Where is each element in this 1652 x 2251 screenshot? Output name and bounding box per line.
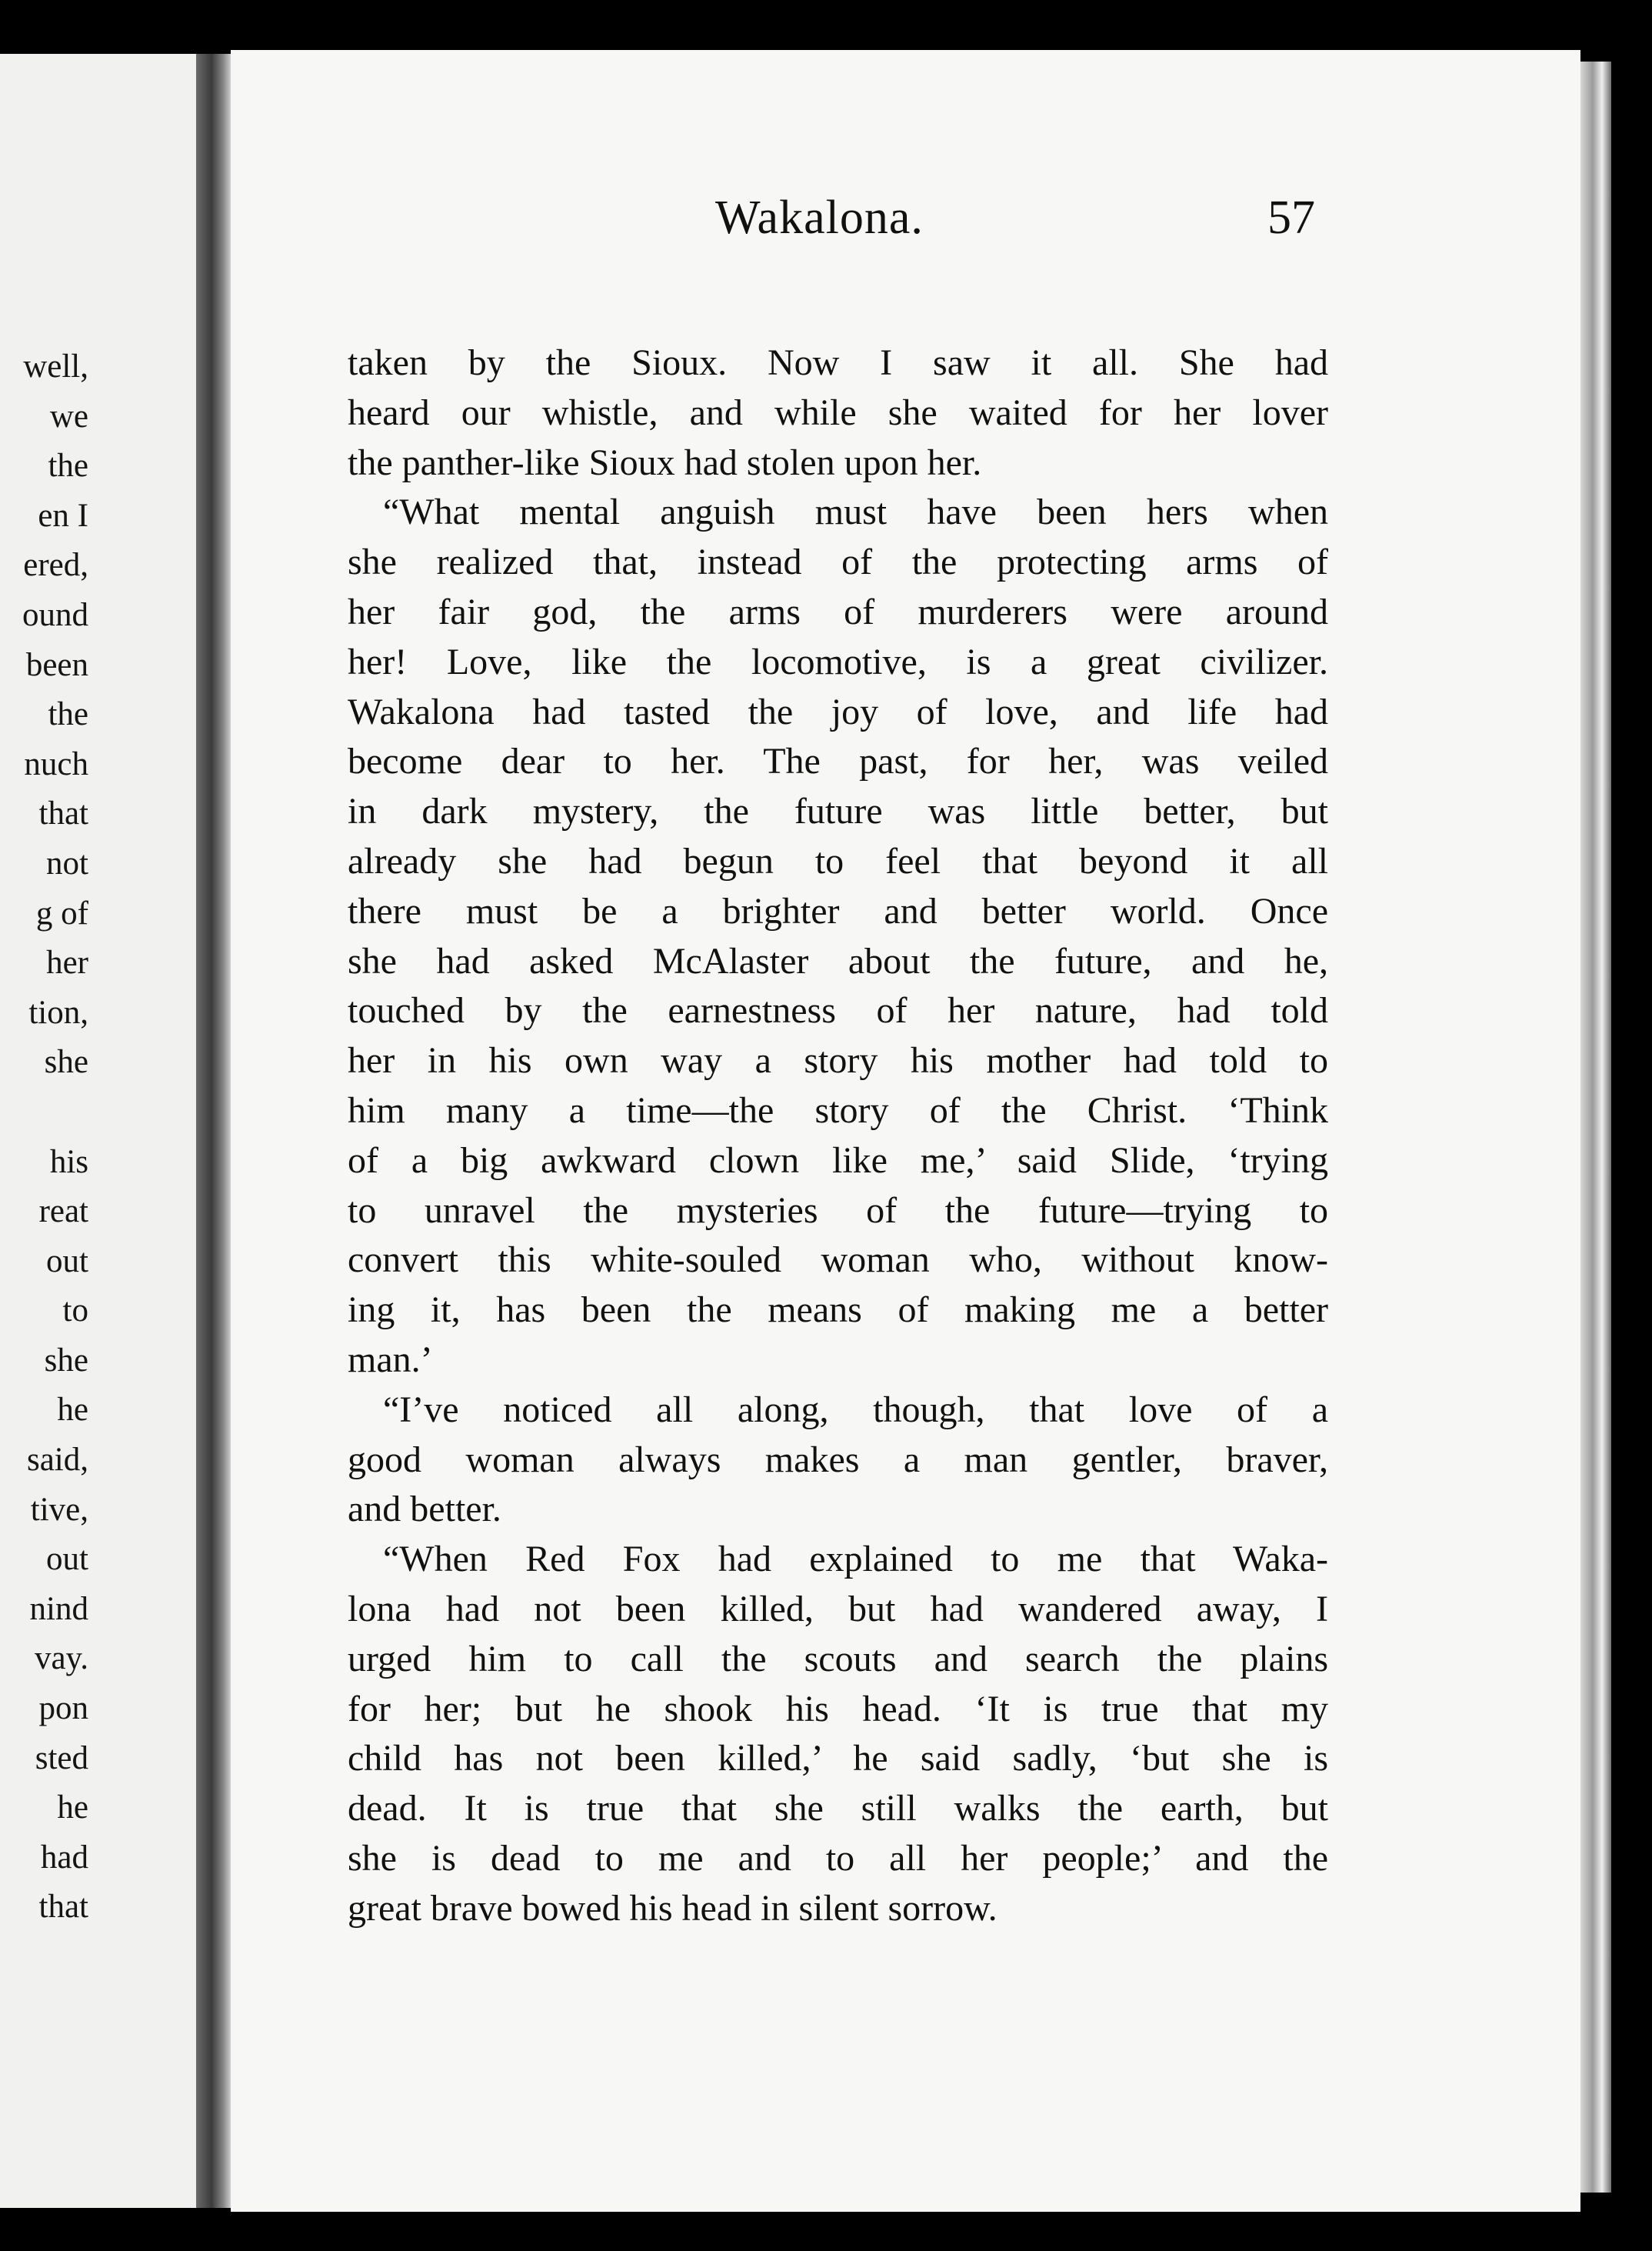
text-line: touched by the earnestness of her nature, had told xyxy=(348,990,1328,1032)
previous-page-line: vay. xyxy=(34,1640,88,1677)
previous-page-line: his xyxy=(49,1143,88,1180)
text-line: great brave bowed his head in silent sorrow. xyxy=(348,1887,998,1929)
text-line: she is dead to me and to all her people;’ and the xyxy=(348,1837,1328,1879)
text-line: the panther-like Sioux had stolen upon her. xyxy=(348,442,982,483)
text-line: become dear to her. The past, for her, was veiled xyxy=(348,741,1328,782)
text-line: she realized that, instead of the protecting arms of xyxy=(348,542,1328,583)
page-edge xyxy=(1580,62,1611,2193)
previous-page xyxy=(0,54,196,2208)
text-line: “I’ve noticed all along, though, that love of a xyxy=(383,1389,1328,1430)
text-line: child has not been killed,’ he said sadly, ‘but she is xyxy=(348,1738,1328,1779)
text-line: urged him to call the scouts and search the plains xyxy=(348,1638,1328,1679)
previous-page-line: out xyxy=(46,1242,88,1279)
body-text xyxy=(348,338,1328,1934)
previous-page-line: ound xyxy=(22,596,88,633)
previous-page-line: the xyxy=(48,448,88,485)
previous-page-line: tive, xyxy=(30,1491,88,1528)
previous-page-line: out xyxy=(46,1541,88,1578)
previous-page-line: he xyxy=(57,1789,88,1826)
previous-page-line: sted xyxy=(35,1739,88,1776)
running-header xyxy=(492,191,1315,252)
text-line: “What mental anguish must have been hers when xyxy=(383,492,1328,533)
text-line: her in his own way a story his mother had told to xyxy=(348,1040,1328,1082)
text-line: man.’ xyxy=(348,1339,433,1380)
page-number: 57 xyxy=(1267,192,1315,244)
previous-page-line: she xyxy=(44,1342,88,1379)
text-line: to unravel the mysteries of the future—trying to xyxy=(348,1189,1328,1231)
previous-page-line: not xyxy=(46,845,88,882)
text-line: “When Red Fox had explained to me that Waka- xyxy=(383,1539,1328,1580)
text-line: Wakalona had tasted the joy of love, and life had xyxy=(348,691,1328,732)
previous-page-line: had xyxy=(40,1839,88,1876)
previous-page-line: been xyxy=(25,646,88,683)
previous-page-line: that xyxy=(38,1889,88,1926)
text-line: lona had not been killed, but had wandered away, I xyxy=(348,1588,1328,1629)
text-line: dead. It is true that she still walks the earth, but xyxy=(348,1788,1328,1829)
text-line: heard our whistle, and while she waited for her lover xyxy=(348,392,1328,433)
previous-page-line: well, xyxy=(23,348,88,385)
text-line: him many a time—the story of the Christ. ‘Think xyxy=(348,1089,1328,1131)
previous-page-line: the xyxy=(48,696,88,733)
text-line: her! Love, like the locomotive, is a great civilizer. xyxy=(348,641,1328,682)
previous-page-line: that xyxy=(38,795,88,832)
text-line: good woman always makes a man gentler, braver, xyxy=(348,1439,1328,1480)
previous-page-line: she xyxy=(44,1044,88,1081)
text-line: ing it, has been the means of making me a better xyxy=(348,1289,1328,1331)
previous-page-text xyxy=(0,342,88,1933)
text-line: for her; but he shook his head. ‘It is true that my xyxy=(348,1688,1328,1729)
previous-page-line: nind xyxy=(29,1590,88,1627)
text-line: taken by the Sioux. Now I saw it all. She had xyxy=(348,342,1328,383)
previous-page-line: said, xyxy=(26,1442,88,1479)
previous-page-line: en I xyxy=(38,497,88,534)
book-gutter xyxy=(196,54,231,2208)
previous-page-line: pon xyxy=(38,1690,88,1727)
running-title: Wakalona. xyxy=(715,192,924,244)
previous-page-line: to xyxy=(62,1292,88,1329)
previous-page-line: tion, xyxy=(28,994,88,1031)
text-line: her fair god, the arms of murderers were around xyxy=(348,591,1328,632)
text-line: convert this white-souled woman who, without know- xyxy=(348,1239,1328,1281)
previous-page-line: he xyxy=(57,1392,88,1429)
previous-page-line xyxy=(0,1088,88,1138)
previous-page-line: nuch xyxy=(24,745,88,782)
previous-page-line: ered, xyxy=(23,547,88,584)
previous-page-line: reat xyxy=(38,1193,88,1230)
previous-page-line: we xyxy=(49,398,88,435)
text-line: of a big awkward clown like me,’ said Slide, ‘trying xyxy=(348,1139,1328,1181)
text-line: already she had begun to feel that beyond it all xyxy=(348,840,1328,882)
previous-page-line: her xyxy=(46,945,88,982)
previous-page-line: g of xyxy=(35,895,88,932)
text-line: in dark mystery, the future was little better, but xyxy=(348,791,1328,832)
text-line: there must be a brighter and better world. Once xyxy=(348,890,1328,932)
text-line: she had asked McAlaster about the future, and he, xyxy=(348,940,1328,982)
text-line: and better. xyxy=(348,1489,501,1530)
